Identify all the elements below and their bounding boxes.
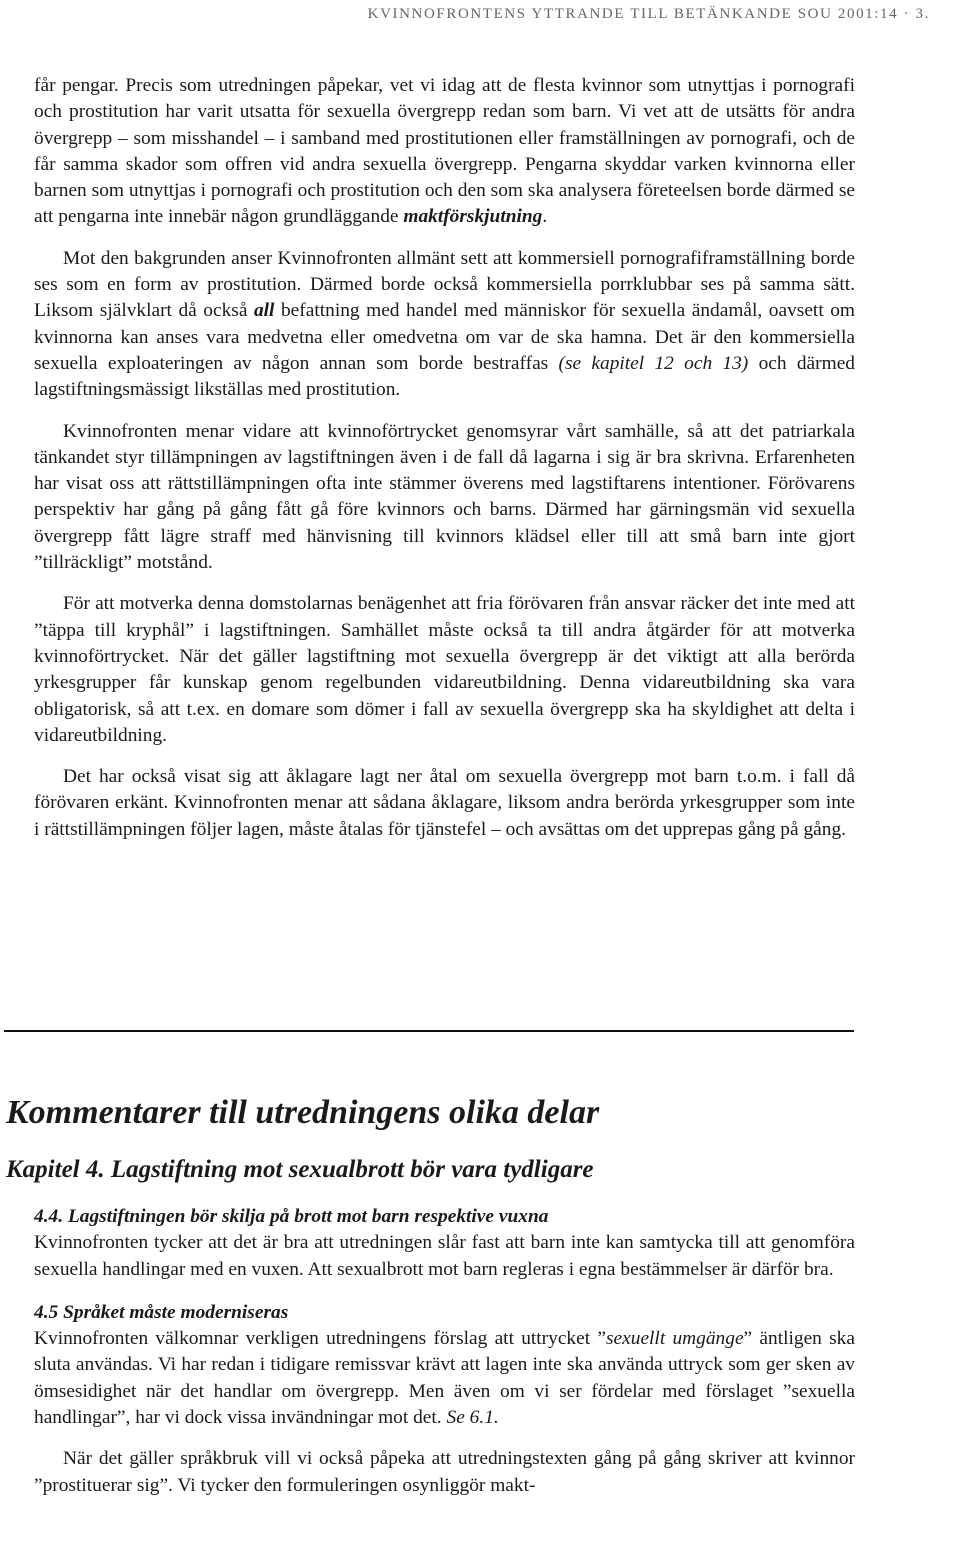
chapter-reference: (se kapitel 12 och 13) [558,352,749,374]
section-spacer [34,1283,855,1300]
term-sexuellt-umgange: sexuellt umgänge [605,1328,744,1350]
section-4-5-text-middle: ” äntligen ska sluta användas. Vi har redan i tidigare remissvar krävt att lagen inte ska använda uttryck som ger sken av ömsesidighet när det handlar om övergrepp. Men även om vi ser fördelar med förslaget ”sexuella handlingar”, har vi dock vissa invändningar mot det. [34,1328,855,1429]
paragraph-2-middle: befattning med handel med människor för sexuella ändamål, oavsett om kvinnorna kan anses vara medvetna eller omedvetna om var de ska hamna. Det är den kommersiella sexuella exploateringen av någon annan som borde bestraffas [34,300,856,374]
emphasis-maktforskjutning: maktförskjutning [403,206,543,228]
running-header: KVINNOFRONTENS YTTRANDE TILL BETÄNKANDE SOU 2001:14 · 3. [367,6,930,22]
section-divider [4,1030,854,1032]
section-4-5-text [34,1326,855,1431]
paragraph-3: Kvinnofronten menar vidare att kvinnoförtrycket genomsyrar vårt samhälle, så att det patriarkala tänkandet styr tillämpningen av lagstiftningen även i de fall då lagarna i sig är bra skrivna. Erfarenheten har visat oss att rättstillämpningen ofta inte stämmer överens med lagstiftarens intentioner. Förövarens perspektiv har gång på gång fått gå före kvinnors och barns. Därmed har gärningsmän vid sexuella övergrepp fått lägre straff med hänvisning till kvinnors klädsel eller till att små barn inte gjort ”tillräckligt” motstånd. [34,420,855,574]
intro-text [34,73,855,858]
section-4-5-heading: 4.5 Språket måste moderniseras [34,1301,289,1323]
paragraph-2 [34,246,855,404]
paragraph-1-text: får pengar. Precis som utredningen påpekar, vet vi idag att de flesta kvinnor som utnyttjas i pornografi och prostitution har varit utsatta för sexuella övergrepp redan som barn. Vi vet att de utsätts för andra övergrepp – som misshandel – i samband med prostitutionen eller framställningen av pornografi, och de får samma skador som offren vid andra sexuella övergrepp. Pengarna skyddar varken kvinnorna eller barnen som utnyttjas i pornografi och prostitution och den som ska analysera företeelsen borde därmed se att pengarna inte innebär någon grundläggande [34,75,855,228]
paragraph-1 [34,73,855,231]
section-4-4-text: Kvinnofronten tycker att det är bra att utredningen slår fast att barn inte kan samtycka till att genomföra sexuella handlingar med en vuxen. Att sexualbrott mot barn regleras i egna bestämmelser är därför bra. [34,1232,855,1280]
chapter-title: Kapitel 4. Lagstiftning mot sexualbrott bör vara tydligare [6,1156,594,1183]
section-4-5-text-start: Kvinnofronten välkomnar verkligen utredningens förslag att uttrycket ” [34,1328,606,1350]
section-reference: Se 6.1. [446,1407,499,1429]
section-4-5-continuation: När det gäller språkbruk vill vi också påpeka att utredningstexten gång på gång skriver att kvinnor ”prostituerar sig”. Vi tycker den formuleringen osynliggör makt- [34,1448,855,1496]
paragraph-2-end: och därmed lagstiftningsmässigt likställas med prostitution. [34,352,855,401]
section-4-4-heading: 4.4. Lagstiftningen bör skilja på brott mot barn respektive vuxna [34,1206,549,1227]
paragraph-4: För att motverka denna domstolarnas benägenhet att fria förövaren från ansvar räcker det inte med att ”täppa till kryphål” i lagstiftningen. Samhället måste också ta till andra åtgärder för att motverka kvinnoförtrycket. När det gäller lagstiftning mot sexuella övergrepp är det viktigt att alla berörda yrkesgrupper får kunskap genom regelbunden vidareutbildning. Denna vidareutbildning ska vara obligatorisk, så att t.ex. en domare som dömer i fall av sexuella övergrepp ska ha skyldighet att delta i vidareutbildning. [34,593,855,746]
comments-title: Kommentarer till utredningens olika delar [6,1094,600,1131]
paragraph-2-text: Mot den bakgrunden anser Kvinnofronten allmänt sett att kommersiell pornografiframställning borde ses som en form av prostitution. Därmed borde också kommersiella porrklubbar ses på samma sätt. Liksom självklart då också [34,247,855,322]
chapter-sections [34,1204,855,1514]
paragraph-1-end: . [542,206,548,228]
paragraph-5: Det har också visat sig att åklagare lagt ner åtal om sexuella övergrepp mot barn t.o.m. i fall då förövaren erkänt. Kvinnofronten menar att sådana åklagare, liksom andra berörda yrkesgrupper som inte i rättstillämpningen följer lagen, måste åtalas för tjänstefel – och avsättas om det upprepas gång på gång. [34,766,855,840]
emphasis-all: all [253,300,275,322]
